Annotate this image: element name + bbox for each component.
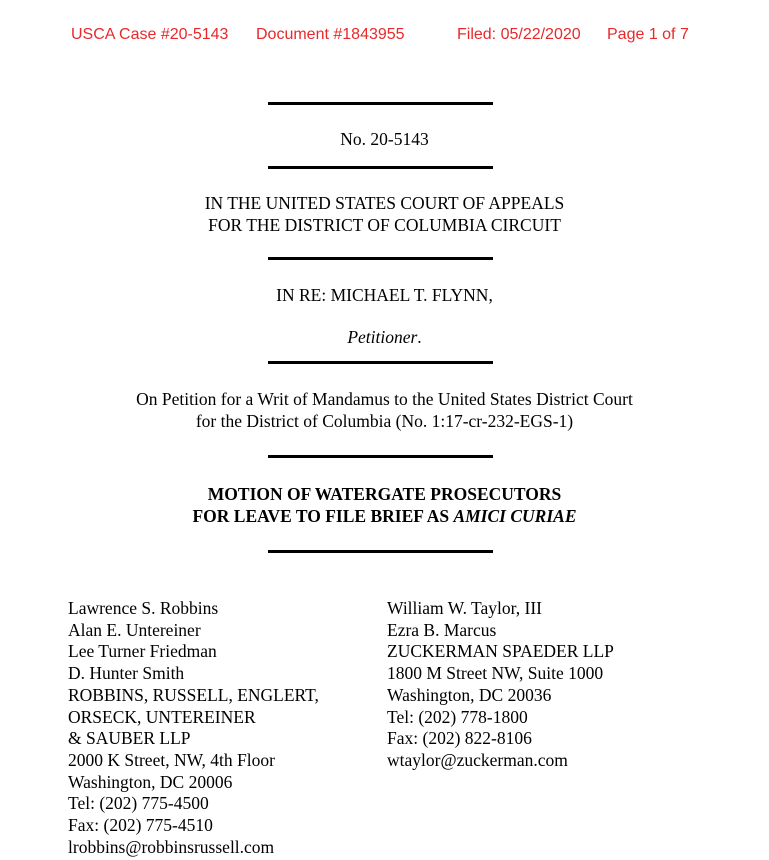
- horizontal-rule: [268, 166, 493, 169]
- counsel-block-right: [387, 598, 614, 772]
- counsel-line: & SAUBER LLP: [68, 728, 191, 749]
- counsel-line: Tel: (202) 775-4500: [68, 793, 209, 814]
- counsel-line: Fax: (202) 775-4510: [68, 815, 213, 836]
- counsel-block-left: [68, 598, 319, 858]
- counsel-line: ZUCKERMAN SPAEDER LLP: [387, 641, 614, 662]
- header-filed-date: Filed: 05/22/2020: [457, 26, 581, 43]
- counsel-line: William W. Taylor, III: [387, 598, 543, 618]
- case-number: [0, 128, 769, 150]
- filing-header: [0, 26, 769, 48]
- petition-line: On Petition for a Writ of Mandamus to the United States District Court: [136, 389, 633, 409]
- case-number-text: No. 20-5143: [340, 129, 429, 149]
- petition-description: [0, 388, 769, 432]
- counsel-line: 1800 M Street NW, Suite 1000: [387, 663, 604, 684]
- counsel-line: D. Hunter Smith: [68, 663, 185, 684]
- header-document-number: Document #1843955: [256, 26, 405, 43]
- counsel-line: Lee Turner Friedman: [68, 641, 217, 662]
- party-role: Petitioner.: [347, 327, 422, 347]
- counsel-line: Washington, DC 20006: [68, 771, 233, 792]
- counsel-line: 2000 K Street, NW, 4th Floor: [68, 749, 275, 770]
- motion-title-line: FOR LEAVE TO FILE BRIEF AS: [192, 506, 454, 526]
- court-name: [0, 192, 769, 236]
- header-page-count: Page 1 of 7: [607, 26, 689, 43]
- counsel-line: Ezra B. Marcus: [387, 619, 497, 640]
- amici-curiae-text: AMICI CURIAE: [453, 506, 577, 526]
- counsel-line: Washington, DC 20036: [387, 684, 552, 705]
- horizontal-rule: [268, 455, 493, 458]
- counsel-line: Alan E. Untereiner: [68, 619, 201, 640]
- counsel-line: ROBBINS, RUSSELL, ENGLERT,: [68, 684, 319, 705]
- court-name-line: FOR THE DISTRICT OF COLUMBIA CIRCUIT: [208, 215, 561, 235]
- court-name-line: IN THE UNITED STATES COURT OF APPEALS: [204, 193, 565, 213]
- counsel-email: lrobbins@robbinsrussell.com: [68, 836, 275, 857]
- horizontal-rule: [268, 361, 493, 364]
- counsel-line: Lawrence S. Robbins: [68, 598, 219, 618]
- counsel-email: wtaylor@zuckerman.com: [387, 749, 568, 770]
- header-case-number: USCA Case #20-5143: [71, 26, 229, 43]
- party-role-text: Petitioner: [347, 327, 418, 347]
- horizontal-rule: [268, 550, 493, 553]
- counsel-line: Tel: (202) 778-1800: [387, 706, 528, 727]
- in-re-caption: [0, 284, 769, 306]
- counsel-line: ORSECK, UNTEREINER: [68, 706, 256, 727]
- motion-title: [0, 483, 769, 527]
- counsel-line: Fax: (202) 822-8106: [387, 728, 532, 749]
- in-re-text: IN RE: MICHAEL T. FLYNN,: [276, 285, 493, 305]
- horizontal-rule: [268, 257, 493, 260]
- horizontal-rule: [268, 102, 493, 105]
- motion-title-line: MOTION OF WATERGATE PROSECUTORS: [207, 484, 562, 504]
- petition-line: for the District of Columbia (No. 1:17-cr-232-EGS-1): [195, 411, 574, 431]
